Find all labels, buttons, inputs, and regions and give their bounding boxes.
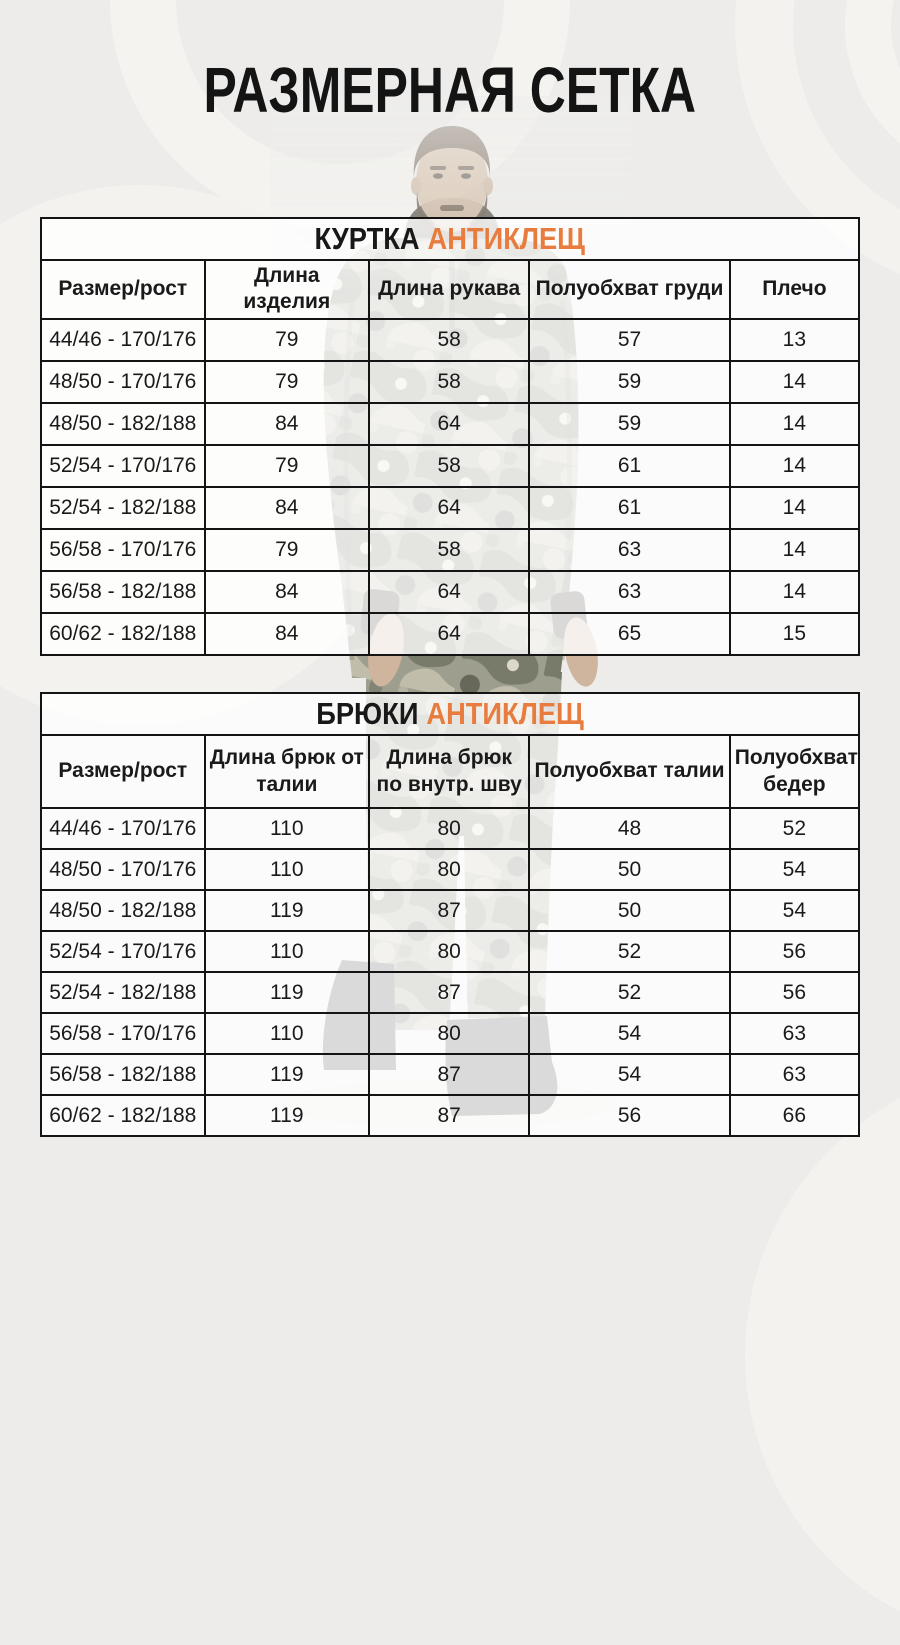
measurement-cell: 63 (529, 529, 729, 571)
table-row (41, 445, 859, 487)
size-height-cell: 56/58 - 182/188 (41, 571, 205, 613)
measurement-cell: 87 (369, 890, 529, 931)
measurement-cell: 80 (369, 849, 529, 890)
size-height-cell: 56/58 - 170/176 (41, 529, 205, 571)
measurement-cell: 54 (529, 1054, 729, 1095)
table-row (41, 361, 859, 403)
measurement-cell: 119 (205, 1095, 369, 1136)
table-row (41, 849, 859, 890)
measurement-cell: 119 (205, 890, 369, 931)
table-title-brand: АНТИКЛЕЩ (426, 696, 584, 731)
measurement-cell: 110 (205, 849, 369, 890)
table-title (41, 218, 859, 260)
size-height-cell: 44/46 - 170/176 (41, 808, 205, 849)
measurement-cell: 84 (205, 487, 369, 529)
size-height-cell: 52/54 - 182/188 (41, 487, 205, 529)
header-row (41, 735, 859, 808)
measurement-cell: 87 (369, 1095, 529, 1136)
page-title-text: РАЗМЕРНАЯ СЕТКА (203, 54, 697, 126)
measurement-cell: 64 (369, 403, 529, 445)
measurement-cell: 80 (369, 931, 529, 972)
measurement-cell: 84 (205, 613, 369, 655)
table-title (41, 693, 859, 735)
measurement-cell: 66 (730, 1095, 859, 1136)
size-height-cell: 48/50 - 170/176 (41, 849, 205, 890)
measurement-cell: 79 (205, 361, 369, 403)
measurement-cell: 119 (205, 972, 369, 1013)
measurement-cell: 50 (529, 849, 729, 890)
measurement-cell: 110 (205, 931, 369, 972)
column-header: Размер/рост (41, 260, 205, 319)
measurement-cell: 14 (730, 445, 859, 487)
measurement-cell: 79 (205, 445, 369, 487)
column-header: Полуобхват талии (529, 735, 729, 808)
measurement-cell: 54 (730, 849, 859, 890)
measurement-cell: 80 (369, 1013, 529, 1054)
table-title-row (41, 693, 859, 735)
measurement-cell: 79 (205, 319, 369, 361)
measurement-cell: 56 (730, 931, 859, 972)
measurement-cell: 110 (205, 808, 369, 849)
table-title-brand: АНТИКЛЕЩ (427, 221, 586, 256)
measurement-cell: 52 (529, 931, 729, 972)
size-height-cell: 52/54 - 170/176 (41, 445, 205, 487)
column-header: Размер/рост (41, 735, 205, 808)
column-header: Полуобхват бедер (730, 735, 859, 808)
measurement-cell: 64 (369, 487, 529, 529)
measurement-cell: 56 (730, 972, 859, 1013)
measurement-cell: 54 (730, 890, 859, 931)
size-height-cell: 48/50 - 182/188 (41, 890, 205, 931)
measurement-cell: 48 (529, 808, 729, 849)
measurement-cell: 54 (529, 1013, 729, 1054)
measurement-cell: 84 (205, 571, 369, 613)
measurement-cell: 52 (730, 808, 859, 849)
measurement-cell: 57 (529, 319, 729, 361)
measurement-cell: 80 (369, 808, 529, 849)
measurement-cell: 14 (730, 403, 859, 445)
table-row (41, 613, 859, 655)
measurement-cell: 14 (730, 571, 859, 613)
measurement-cell: 61 (529, 445, 729, 487)
measurement-cell: 13 (730, 319, 859, 361)
measurement-cell: 61 (529, 487, 729, 529)
measurement-cell: 63 (730, 1054, 859, 1095)
measurement-cell: 58 (369, 529, 529, 571)
table-row (41, 1013, 859, 1054)
table-row (41, 808, 859, 849)
table-row (41, 529, 859, 571)
column-header: Длина рукава (369, 260, 529, 319)
measurement-cell: 59 (529, 361, 729, 403)
column-header: Полуобхват груди (529, 260, 729, 319)
column-header: Длина брюк по внутр. шву (369, 735, 529, 808)
column-header: Плечо (730, 260, 859, 319)
table-row (41, 403, 859, 445)
header-row (41, 260, 859, 319)
size-height-cell: 60/62 - 182/188 (41, 1095, 205, 1136)
measurement-cell: 64 (369, 613, 529, 655)
table-row (41, 890, 859, 931)
measurement-cell: 14 (730, 487, 859, 529)
measurement-cell: 52 (529, 972, 729, 1013)
measurement-cell: 56 (529, 1095, 729, 1136)
measurement-cell: 84 (205, 403, 369, 445)
measurement-cell: 119 (205, 1054, 369, 1095)
jacket-size-table (40, 217, 860, 656)
page-title (0, 54, 900, 126)
table-row (41, 1054, 859, 1095)
size-height-cell: 52/54 - 182/188 (41, 972, 205, 1013)
size-height-cell: 48/50 - 170/176 (41, 361, 205, 403)
size-height-cell: 44/46 - 170/176 (41, 319, 205, 361)
measurement-cell: 110 (205, 1013, 369, 1054)
table-title-row (41, 218, 859, 260)
measurement-cell: 58 (369, 361, 529, 403)
measurement-cell: 63 (529, 571, 729, 613)
table-title-product: БРЮКИ (316, 696, 419, 731)
table-row (41, 1095, 859, 1136)
table-row (41, 931, 859, 972)
table-row (41, 487, 859, 529)
column-header: Длина изделия (205, 260, 369, 319)
measurement-cell: 65 (529, 613, 729, 655)
size-height-cell: 56/58 - 170/176 (41, 1013, 205, 1054)
table-row (41, 319, 859, 361)
measurement-cell: 58 (369, 445, 529, 487)
measurement-cell: 14 (730, 529, 859, 571)
size-height-cell: 52/54 - 170/176 (41, 931, 205, 972)
pants-size-table (40, 692, 860, 1137)
measurement-cell: 87 (369, 1054, 529, 1095)
measurement-cell: 15 (730, 613, 859, 655)
table-title-product: КУРТКА (314, 221, 420, 256)
size-height-cell: 60/62 - 182/188 (41, 613, 205, 655)
table-row (41, 571, 859, 613)
measurement-cell: 58 (369, 319, 529, 361)
measurement-cell: 87 (369, 972, 529, 1013)
measurement-cell: 50 (529, 890, 729, 931)
measurement-cell: 14 (730, 361, 859, 403)
size-height-cell: 56/58 - 182/188 (41, 1054, 205, 1095)
measurement-cell: 63 (730, 1013, 859, 1054)
size-height-cell: 48/50 - 182/188 (41, 403, 205, 445)
measurement-cell: 79 (205, 529, 369, 571)
measurement-cell: 59 (529, 403, 729, 445)
column-header: Длина брюк от талии (205, 735, 369, 808)
table-row (41, 972, 859, 1013)
measurement-cell: 64 (369, 571, 529, 613)
